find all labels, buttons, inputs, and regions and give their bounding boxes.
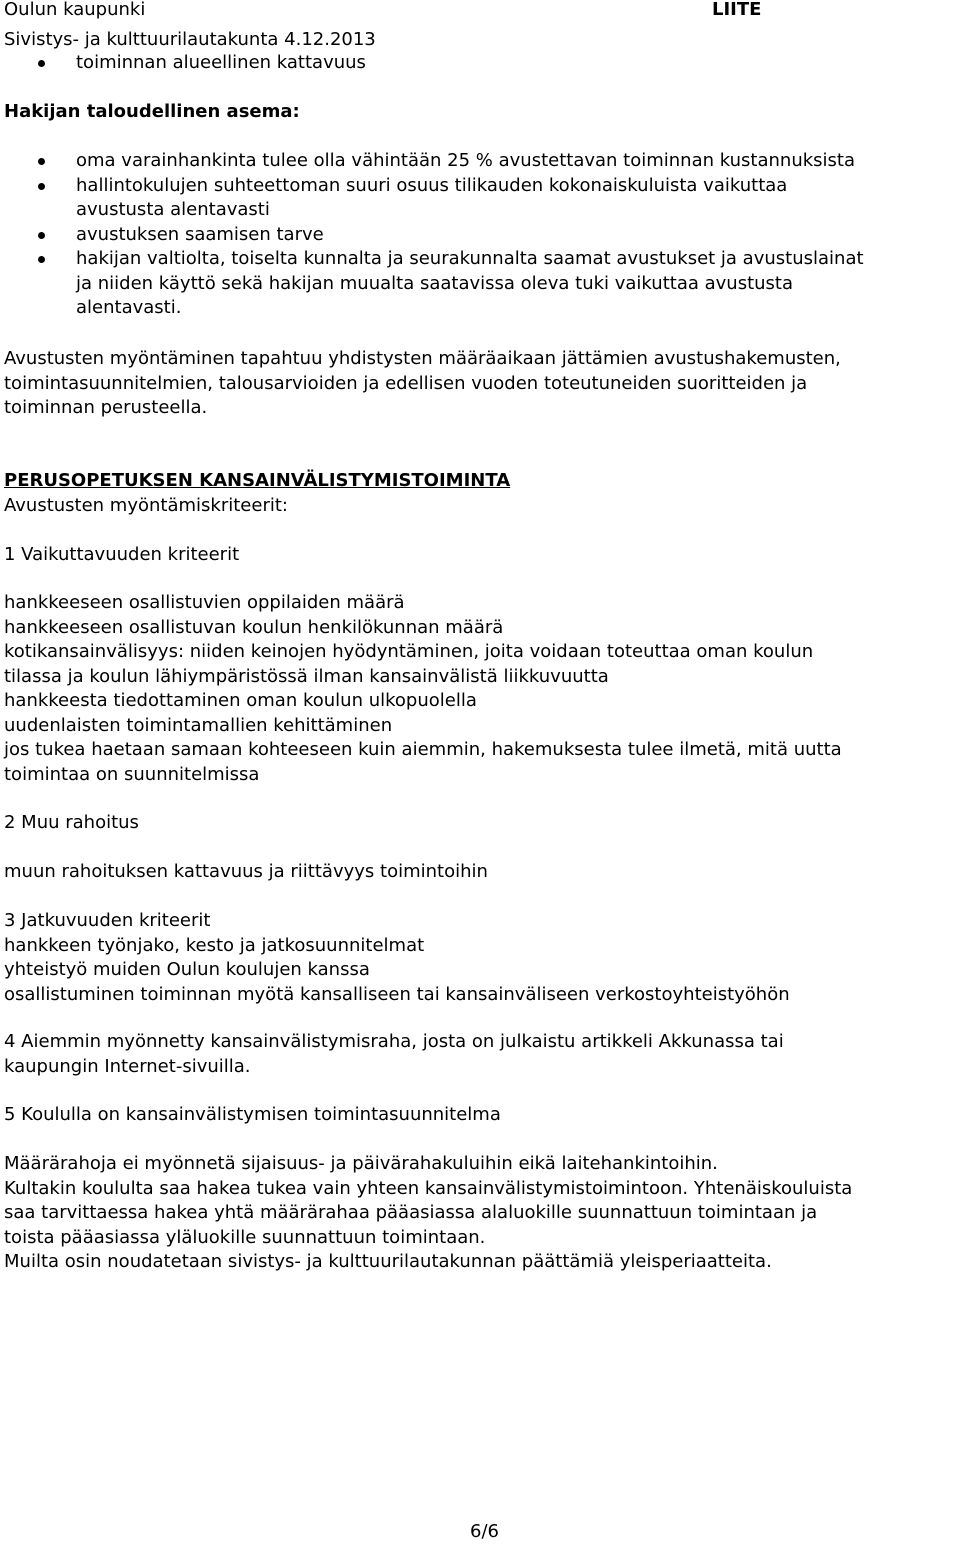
criteria-line: kotikansainvälisyys: niiden keinojen hyödyntäminen, joita voidaan toteuttaa oman koulun [4, 641, 814, 662]
list-item [0, 223, 960, 248]
section-subtitle: Avustusten myöntämiskriteerit: [4, 495, 288, 516]
list-item [0, 149, 960, 174]
closing-line: saa tarvittaessa hakea yhtä määrärahaa pääasiassa alaluokille suunnattuun toimintaan ja [4, 1202, 818, 1223]
criteria-line: hankkeeseen osallistuvien oppilaiden määrä [4, 592, 405, 613]
list-item-text: avustusta alentavasti [76, 199, 270, 220]
bullet-icon [38, 60, 45, 67]
criteria-3-list [4, 909, 960, 1007]
top-bullet-list [0, 51, 960, 76]
paragraph-line: toiminnan perusteella. [4, 397, 208, 418]
criteria-line: hankkeeseen osallistuvan koulun henkilökunnan määrä [4, 616, 504, 638]
section-title: PERUSOPETUKSEN KANSAINVÄLISTYMISTOIMINTA [4, 470, 511, 491]
criteria-line: jos tukea haetaan samaan kohteeseen kuin aiemmin, hakemuksesta tulee ilmetä, mitä uutta [4, 739, 842, 760]
criteria-2-title: 2 Muu rahoitus [4, 812, 139, 833]
bullet-icon [38, 183, 45, 190]
attachment-label: LIITE [712, 0, 762, 20]
list-item [0, 247, 960, 321]
bullet-icon [38, 158, 45, 165]
closing-line: toista pääasiassa yläluokille suunnattuun toimintaan. [4, 1226, 486, 1248]
list-item-text: oma varainhankinta tulee olla vähintään 25 % avustettavan toiminnan kustannuksista [76, 150, 855, 171]
paragraph-line: Avustusten myöntäminen tapahtuu yhdistysten määräaikaan jättämien avustushakemusten, [4, 348, 841, 369]
criteria-line: hankkeen työnjako, kesto ja jatkosuunnitelmat [4, 934, 425, 956]
list-item-text: avustuksen saamisen tarve [76, 223, 324, 245]
list-item [0, 174, 960, 223]
bullet-icon [38, 256, 45, 263]
page-number: 6/6 [470, 1521, 499, 1542]
closing-line: Määrärahoja ei myönnetä sijaisuus- ja päivärahakuluihin eikä laitehankintoihin. [4, 1153, 718, 1174]
criteria-line: 4 Aiemmin myönnetty kansainvälistymisraha, josta on julkaistu artikkeli Akkunassa tai [4, 1031, 784, 1052]
closing-line: Kultakin koululta saa hakea tukea vain yhteen kansainvälistymistoimintoon. Yhtenäiskouluista [4, 1177, 853, 1199]
criteria-4-list [4, 1030, 960, 1079]
criteria-2-line: muun rahoituksen kattavuus ja riittävyys toimintoihin [4, 861, 488, 882]
criteria-1-title: 1 Vaikuttavuuden kriteerit [4, 544, 240, 565]
list-item-text: ja niiden käyttö sekä hakijan muualta saatavissa oleva tuki vaikuttaa avustusta [76, 272, 794, 294]
list-item-text: hakijan valtiolta, toiselta kunnalta ja seurakunnalta saamat avustukset ja avustuslainat [76, 248, 864, 269]
list-item-text: alentavasti. [76, 297, 182, 318]
financial-heading: Hakijan taloudellinen asema: [4, 101, 300, 122]
criteria-1-list [4, 591, 960, 787]
criteria-line: hankkeesta tiedottaminen oman koulun ulkopuolella [4, 690, 477, 711]
financial-bullet-list [0, 149, 960, 321]
paragraph-line: toimintasuunnitelmien, talousarvioiden ja edellisen vuoden toteutuneiden suoritteiden ja [4, 372, 808, 394]
criteria-5-title: 5 Koululla on kansainvälistymisen toimintasuunnitelma [4, 1104, 501, 1125]
list-item [0, 51, 960, 76]
closing-line: Muilta osin noudatetaan sivistys- ja kulttuurilautakunnan päättämiä yleisperiaatteita. [4, 1251, 772, 1272]
criteria-line: toimintaa on suunnitelmissa [4, 763, 260, 785]
criteria-line: yhteistyö muiden Oulun koulujen kanssa [4, 959, 370, 980]
list-item-text: toiminnan alueellinen kattavuus [76, 52, 366, 73]
criteria-line: osallistuminen toiminnan myötä kansalliseen tai kansainväliseen verkostoyhteistyöhön [4, 983, 790, 1005]
criteria-line: uudenlaisten toimintamallien kehittäminen [4, 714, 393, 736]
organization-name: Oulun kaupunki [4, 0, 146, 20]
criteria-line: 3 Jatkuvuuden kriteerit [4, 910, 211, 931]
bullet-icon [38, 232, 45, 239]
list-item-text: hallintokulujen suhteettoman suuri osuus tilikauden kokonaiskuluista vaikuttaa [76, 174, 788, 196]
criteria-line: kaupungin Internet-sivuilla. [4, 1055, 251, 1077]
criteria-line: tilassa ja koulun lähiympäristössä ilman kansainvälistä liikkuvuutta [4, 665, 609, 687]
closing-paragraph [4, 1152, 960, 1275]
grant-paragraph [4, 347, 960, 421]
board-and-date: Sivistys- ja kulttuurilautakunta 4.12.2013 [4, 29, 376, 50]
